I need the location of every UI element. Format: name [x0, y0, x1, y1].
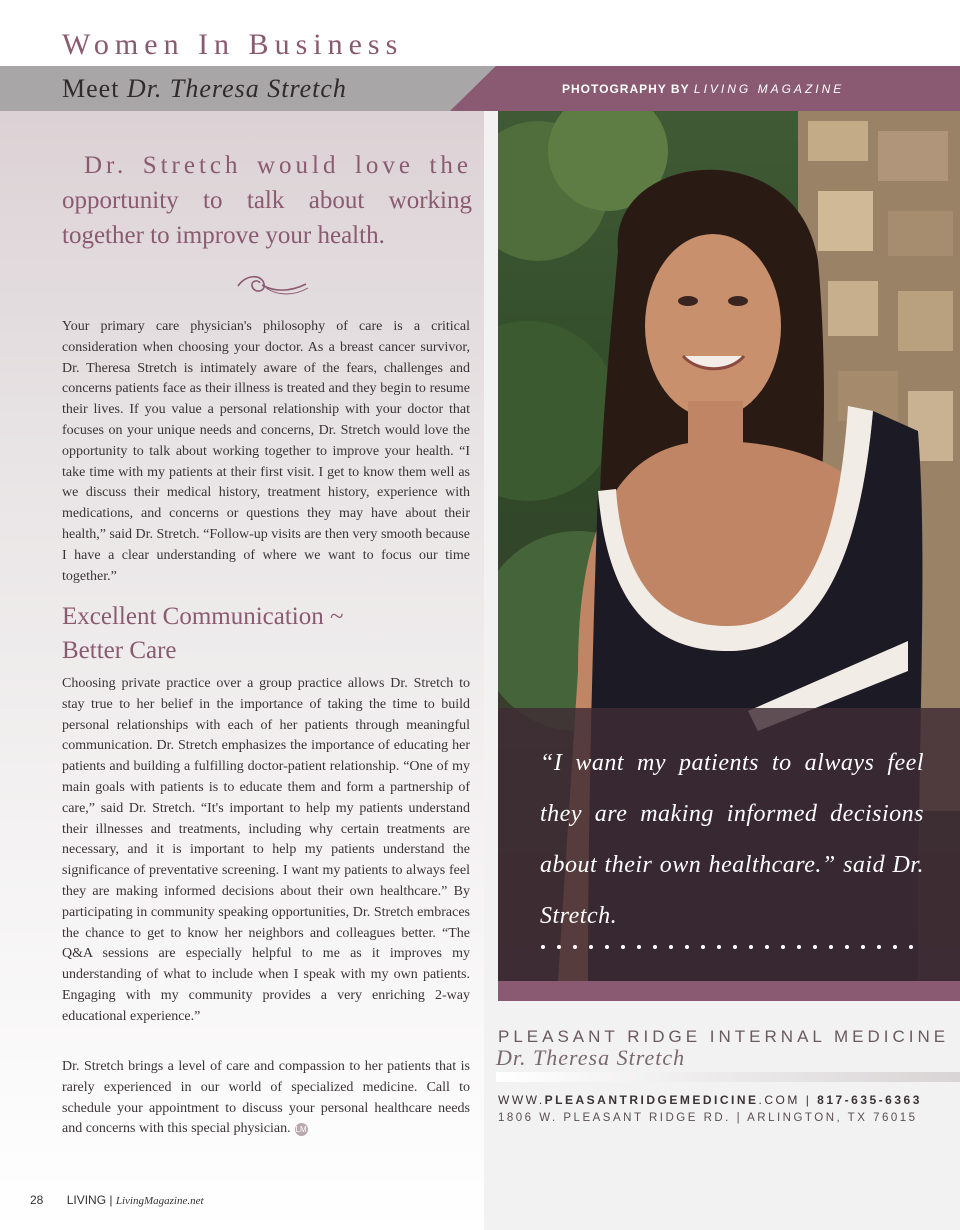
intro-first-line: Dr. Stretch would love the: [84, 152, 472, 179]
photo-credit-name: LIVING MAGAZINE: [693, 82, 845, 96]
practice-address: 1806 W. PLEASANT RIDGE RD. | ARLINGTON, TX 76015: [498, 1112, 918, 1124]
footer-site: LivingMagazine.net: [115, 1195, 204, 1207]
photo-credit-prefix: PHOTOGRAPHY BY: [562, 82, 690, 96]
contact-divider: |: [805, 1093, 818, 1107]
article-paragraph-3: [62, 1057, 470, 1140]
meet-prefix: Meet: [62, 74, 120, 103]
header-bar: [0, 66, 960, 111]
web-suffix: .COM: [758, 1093, 800, 1107]
photo-credit: [562, 82, 844, 96]
dotted-divider: [540, 942, 924, 952]
practice-name: PLEASANT RIDGE INTERNAL MEDICINE: [498, 1027, 950, 1046]
article-paragraph-1: Your primary care physician's philosophy of care is a critical consideration when choosing your doctor. As a breast cancer survivor, Dr. Theresa Stretch is intimately aware of the fears, challenges and concerns patients face as their illness is treated and they begin to resume their lives. If you value a personal relationship with your doctor that focuses on your unique needs and concerns, Dr. Stretch would love the opportunity to talk about working together to improve your health. “I take time with my patients at their first visit. I get to know them well as we discuss their medical history, treatment history, experience with medications, and concerns or questions they may have about their health,” said Dr. Stretch. “Follow-up visits are then very smooth because I have a clear understanding of where we want to focus our time together.”: [62, 319, 470, 584]
practice-phone: 817-635-6363: [817, 1093, 922, 1107]
paragraph-3-text: Dr. Stretch brings a level of care and compassion to her patients that is rarely experienced in our world of specialized medicine. Call to schedule your appointment to discuss your personal healthcare needs and concerns with this special physician.: [62, 1059, 470, 1137]
web-prefix: WWW.: [498, 1093, 545, 1107]
subhead-line-1: Excellent Communication ~: [62, 603, 344, 630]
pull-quote: “I want my patients to always feel they are making informed decisions about their own healthcare.” said Dr. Stretch.: [540, 750, 924, 929]
flourish-ornament-icon: [232, 270, 312, 300]
intro-text: [62, 148, 472, 253]
section-title: Women In Business: [62, 28, 404, 61]
footer-magazine: LIVING: [66, 1193, 107, 1207]
practice-separator: [496, 1072, 960, 1082]
article-subhead: [62, 600, 344, 668]
subhead-line-2: Better Care: [62, 637, 177, 664]
article-paragraph-2: Choosing private practice over a group practice allows Dr. Stretch to stay true to her belief in the importance of taking the time to build personal relationships with each of her patients through meaningful communication. Dr. Stretch emphasizes the importance of educating her patients and building a fulfilling doctor-patient relationship. “One of my main goals with patients is to educate them and form a partnership of care,” said Dr. Stretch. “It's important to help my patients understand their illnesses and treatments, including why certain treatments are necessary, and it is important to help my patients understand the significance of preventative screening. I want my patients to always feel they are making informed decisions about their own healthcare.” By participating in community speaking opportunities, Dr. Stretch embraces the chance to get to know her neighbors and colleagues better. “The Q&A sessions are especially helpful to me as it improves my understanding of what to include when I speak with my own patients. Engaging with my community provides a very enriching 2-way educational experience.”: [62, 676, 470, 1024]
meet-name: Dr. Theresa Stretch: [126, 74, 347, 103]
end-mark-icon: LM: [295, 1124, 307, 1134]
practice-contact: [498, 1093, 922, 1107]
plum-accent-strip: [498, 981, 960, 1001]
page-number: 28: [30, 1193, 44, 1207]
footer-divider: |: [109, 1193, 113, 1207]
practice-doctor-name: Dr. Theresa Stretch: [496, 1045, 686, 1070]
page-footer: [30, 1193, 204, 1207]
meet-heading: [62, 74, 347, 104]
intro-rest: opportunity to talk about working together to improve your health.: [62, 187, 472, 249]
web-domain: PLEASANTRIDGEMEDICINE: [544, 1093, 759, 1107]
